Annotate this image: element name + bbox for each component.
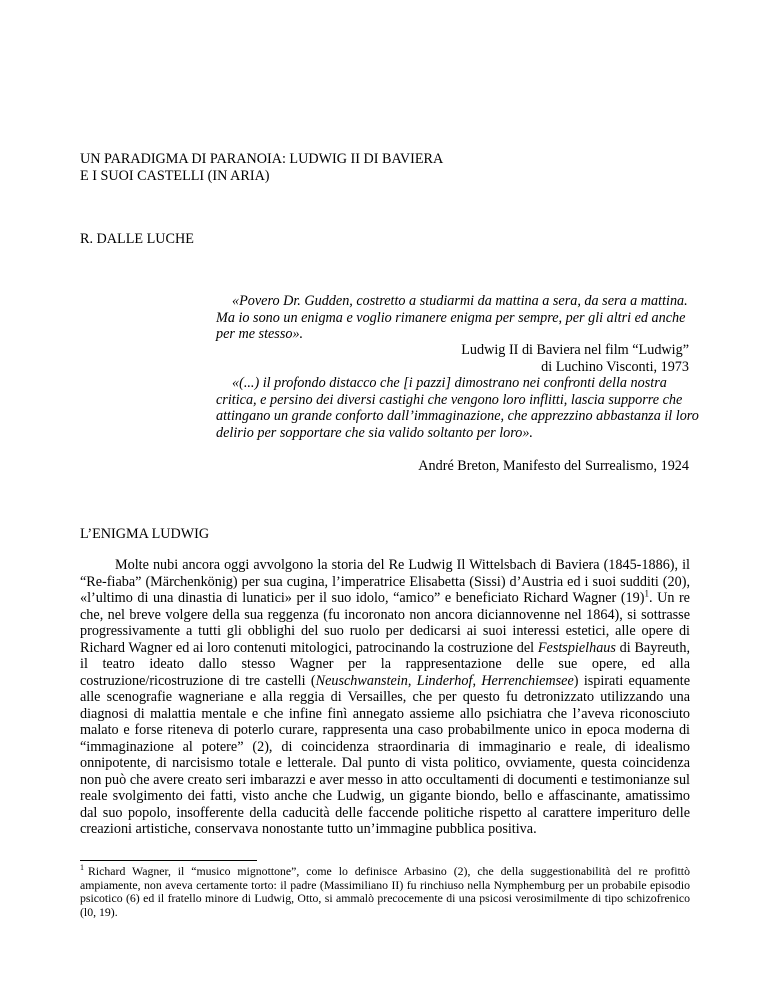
footnote-text: Richard Wagner, il “musico mignottone”, come lo definisce Arbasino (2), che della suggestionabilità del re profittò ampiamente, non aveva certamente torto: il padre (Massimiliano II) fu rinchiuso nella Nymphemburg per un probabile episodio psicotico (6) ed il fratello minore di Ludwig, Otto, si ammalò precocemente di una psicosi verosimilmente di tipo schizofrenico (l0, 19). [80, 864, 690, 919]
footnote-marker: 1 [80, 863, 84, 873]
epigraph-1 [216, 293, 702, 343]
paper-title [80, 151, 443, 184]
title-line-1: UN PARADIGMA DI PARANOIA: LUDWIG II DI BAVIERA [80, 151, 444, 167]
epigraph-1-attribution [461, 342, 689, 375]
epigraph-1-quote: «Povero Dr. Gudden, costretto a studiarmi da mattina a sera, da sera a mattina. Ma io sono un enigma e voglio rimanere enigma per sempre, per gli altri ed anche per me stesso». [216, 293, 688, 342]
body-text [80, 557, 690, 838]
footnote-1 [80, 865, 690, 919]
footnote-ref-1: 1 [644, 588, 649, 599]
title-line-2: E I SUOI CASTELLI (IN ARIA) [80, 167, 270, 184]
section-heading: L’ENIGMA LUDWIG [80, 526, 210, 542]
epigraph-2 [216, 375, 702, 441]
epigraph-2-attribution [418, 458, 689, 475]
epigraph-2-attribution-line-1: André Breton, Manifesto del Surrealismo, 1924 [418, 458, 689, 474]
epigraph-2-quote: «(...) il profondo distacco che [i pazzi] dimostrano nei confronti della nostra critica, e persino dei diversi castighi che vengono loro inflitti, lascia supporre che attingano un grande conforto dall’immaginazione, che apprezzino abbastanza il loro delirio per sopportare che sia valido soltanto per loro». [216, 375, 699, 441]
epigraph-1-attribution-line-2: di Luchino Visconti, 1973 [541, 358, 689, 375]
epigraph-1-attribution-line-1: Ludwig II di Baviera nel film “Ludwig” [461, 342, 689, 358]
footnote-separator [80, 860, 257, 861]
author-name: R. DALLE LUCHE [80, 231, 194, 247]
body-paragraph-1: Molte nubi ancora oggi avvolgono la storia del Re Ludwig Il Wittelsbach di Baviera (1845-1886), il “Re-fiaba” (Märchenkönig) per sua cugina, l’imperatrice Elisabetta (Sissi) d’Austria ed i suoi sudditi (20), «l’ultimo di una dinastia di lunatici» per il suo idolo, “amico” e beneficiato Richard Wagner $(19)^1$. Un re che, nel breve volgere della sua reggenza (fu incoronato non ancora diciannovenne nel 1864), si sottrasse progressivamente a tutti gli obblighi del suo ruolo per dedicarsi ai suoi interessi estetici, alle opere di Richard Wagner ed ai loro contenuti mitologici, patrocinando la costruzione del Festspielhaus di Bayreuth, il teatro ideato dallo stesso Wagner per la rappresentazione delle sue opere, ed alla costruzione/ricostruzione di tre castelli (Neuschwanstein, Linderhof, Herrenchiemsee) ispirati equamente alle scenografie wagneriane e alla reggia di Versailles, che per questo fu detronizzato utilizzando una diagnosi di malattia mentale e che infine finì annegato assieme allo psichiatra che l’aveva riconosciuto malato e forse riteneva di poterlo curare, rappresenta una caso probabilmente unico in epoca moderna di “immaginazione al potere” (2), di coincidenza straordinaria di immaginario e reale, di idealismo onnipotente, di narcisismo totale e letterale. Dal punto di vista politico, ovviamente, questa coincidenza non può che avere creato seri imbarazzi e aver messo in atto occultamenti di documenti e testimonianze sul reale svolgimento dei fatti, visto anche che Ludwig, un gigante biondo, bello e affascinante, amatissimo dal suo popolo, insofferente della caducità delle faccende politiche rispetto al carattere imperituro delle creazioni artistiche, conservava nonostante tutto un’immagine pubblica positiva. [80, 557, 690, 837]
